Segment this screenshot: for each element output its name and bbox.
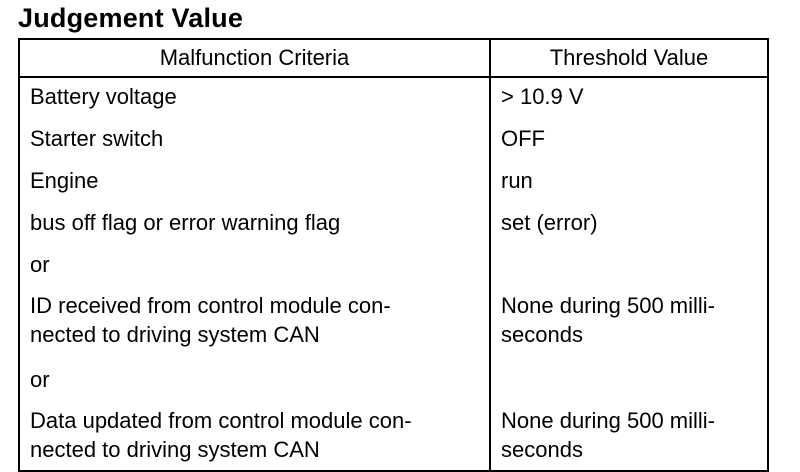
table-row [19, 361, 768, 403]
header-threshold-value: Threshold Value [490, 39, 768, 77]
criteria-cell: or [19, 246, 490, 288]
table-row [19, 204, 768, 246]
header-malfunction-criteria: Malfunction Criteria [19, 39, 490, 77]
threshold-cell: run [490, 162, 768, 204]
threshold-cell: > 10.9 V [490, 77, 768, 120]
table-header-row [19, 39, 768, 77]
table-row [19, 77, 768, 120]
table-row [19, 162, 768, 204]
criteria-cell: ID received from control module con- nected to driving system CAN [19, 288, 490, 361]
page-title: Judgement Value [18, 3, 244, 33]
criteria-cell: Battery voltage [19, 77, 490, 120]
threshold-cell [490, 246, 768, 288]
threshold-cell [490, 361, 768, 403]
table-row [19, 403, 768, 471]
judgement-value-table [18, 38, 769, 472]
table-row [19, 288, 768, 361]
threshold-cell: OFF [490, 120, 768, 162]
criteria-cell: bus off flag or error warning flag [19, 204, 490, 246]
table-row [19, 246, 768, 288]
threshold-cell: None during 500 milli- seconds [490, 288, 768, 361]
criteria-cell: Data updated from control module con- nected to driving system CAN [19, 403, 490, 471]
threshold-cell: set (error) [490, 204, 768, 246]
criteria-cell: Engine [19, 162, 490, 204]
criteria-cell: Starter switch [19, 120, 490, 162]
table-row [19, 120, 768, 162]
criteria-cell: or [19, 361, 490, 403]
threshold-cell: None during 500 milli- seconds [490, 403, 768, 471]
